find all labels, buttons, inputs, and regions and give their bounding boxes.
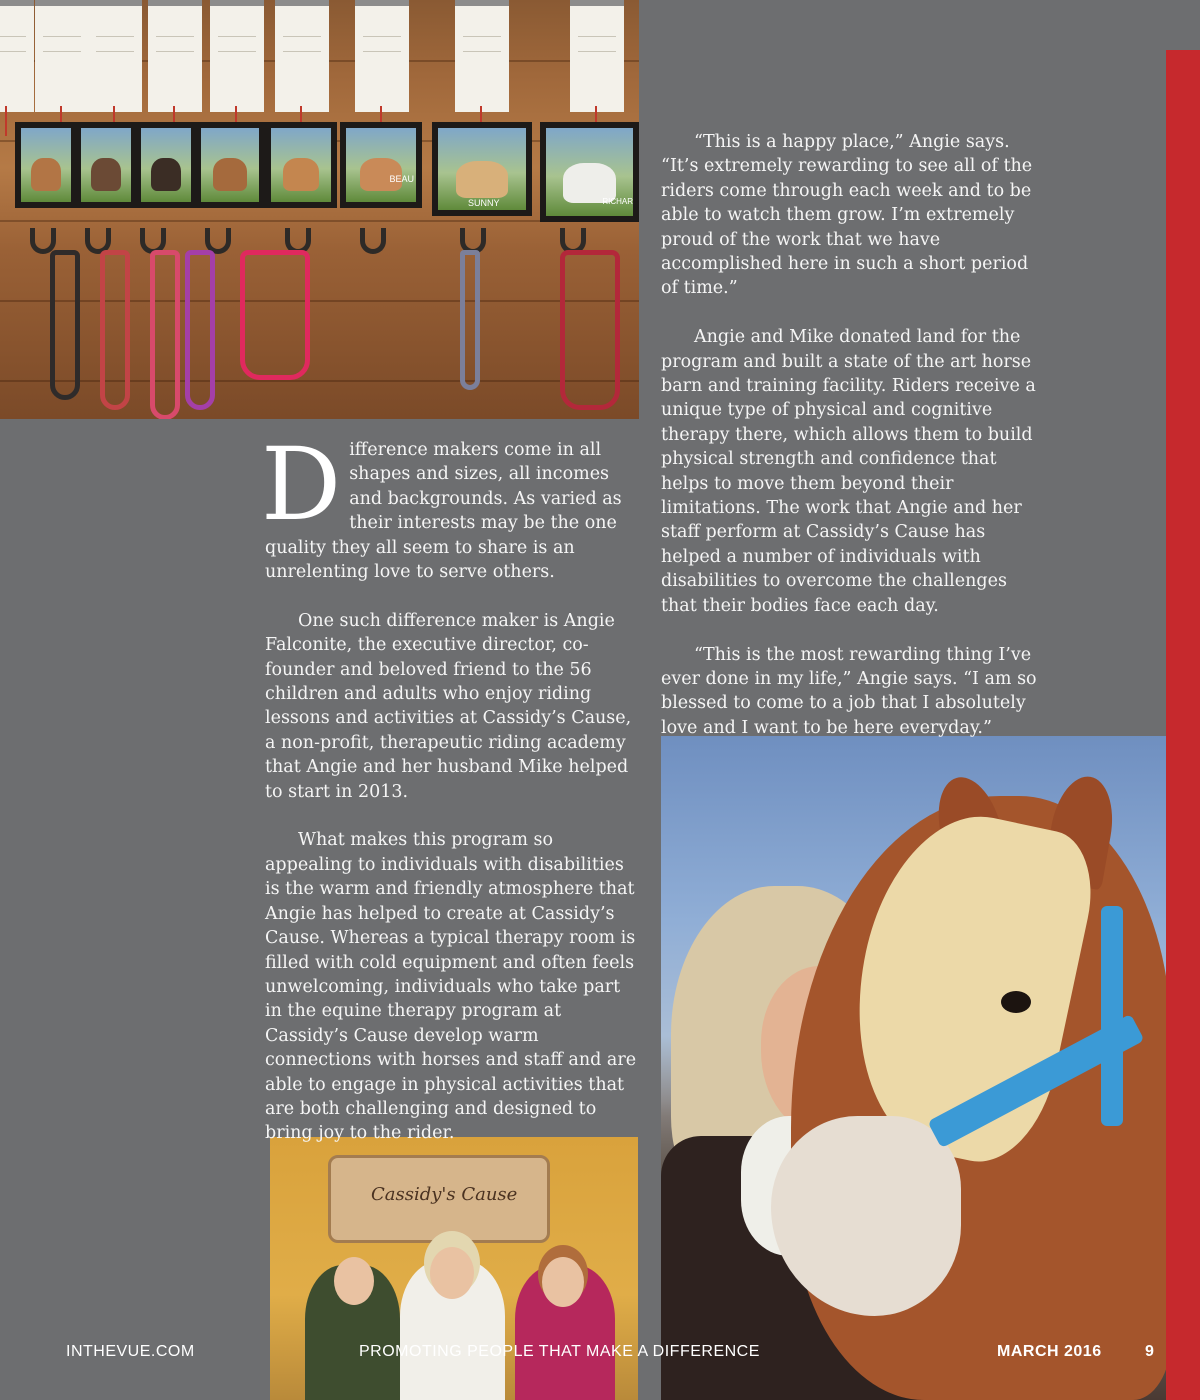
page-number: 9 <box>1145 1343 1155 1360</box>
article-paragraph <box>265 828 640 1145</box>
clipboard <box>88 0 142 112</box>
lead-rope <box>240 250 310 380</box>
article-paragraph <box>265 609 640 804</box>
horse-picture-frame <box>75 122 137 208</box>
clipboard <box>455 0 509 112</box>
paragraph-text: “This is a happy place,” Angie says. “It’s extremely rewarding to see all of the riders come through each week and to be able to watch them grow. I’m extremely proud of the work that we have accomplished here in such a short period of time.” <box>661 132 1033 299</box>
paragraph-text: Angie and Mike donated land for the program and built a state of the art horse barn and training facility. Riders receive a unique type of physical and cognitive therapy there, which allows them to build physical strength and confidence that helps to move them beyond their limitations. The work that Angie and her staff perform at Cassidy’s Cause has helped a number of individuals with disabilities to overcome the challenges that their bodies face each day. <box>661 327 1036 616</box>
horse-picture-frame <box>135 122 197 208</box>
paragraph-text: What makes this program so appealing to individuals with disabilities is the warm and friendly atmosphere that Angie has helped to create at Cassidy’s Cause. Whereas a typical therapy room is filled with cold equipment and often feels unwelcoming, individuals who take part in the equine therapy program at Cassidy’s Cause develop warm connections with horses and staff and are able to engage in physical activities that are both challenging and designed to bring joy to the rider. <box>265 830 637 1144</box>
horse-picture-frame <box>195 122 265 208</box>
paragraph-text: One such difference maker is Angie Falconite, the executive director, co-founder and beloved friend to the 56 children and adults who enjoy riding lessons and activities at Cassidy’s Cause, a non-profit, therapeutic riding academy that Angie and her husband Mike helped to start in 2013. <box>265 610 632 802</box>
clipboard <box>570 0 624 112</box>
article-paragraph <box>661 130 1041 301</box>
footer-tagline: PROMOTING PEOPLE THAT MAKE A DIFFERENCE <box>359 1343 760 1360</box>
lead-rope <box>560 250 620 410</box>
angie-with-horse-photo <box>661 736 1166 1400</box>
frame-label-sunny: SUNNY <box>468 198 500 208</box>
article-left-column <box>261 426 640 1170</box>
horse-picture-frame <box>340 122 422 208</box>
clipboard <box>275 0 329 112</box>
article-right-column <box>661 130 1041 765</box>
paragraph-text: “This is the most rewarding thing I’ve ever done in my life,” Angie says. “I am so blessed to come to a job that I absolutely love and I want to be here everyday.” <box>661 644 1037 738</box>
drop-cap: D <box>261 426 342 543</box>
clipboard <box>355 0 409 112</box>
lead-rope <box>460 250 480 390</box>
clipboard <box>0 0 34 112</box>
clipboard <box>210 0 264 112</box>
footer-issue-date: MARCH 2016 <box>997 1343 1102 1360</box>
article-paragraph <box>661 325 1041 618</box>
clipboard <box>35 0 89 112</box>
red-accent-strip <box>1166 50 1200 1400</box>
horse-picture-frame <box>432 122 532 216</box>
lead-rope <box>100 250 130 410</box>
footer-site-link[interactable]: INTHEVUE.COM <box>66 1343 195 1360</box>
clipboard <box>148 0 202 112</box>
horse-picture-frame <box>540 122 639 222</box>
sign-text: Cassidy's Cause <box>371 1184 518 1205</box>
lead-rope <box>50 250 80 400</box>
tack-wall-photo <box>0 0 639 419</box>
article-paragraph <box>661 643 1041 741</box>
frame-label-beau: BEAU <box>389 174 414 184</box>
lead-rope <box>185 250 215 410</box>
horse-picture-frame <box>265 122 337 208</box>
frame-label-richar: RICHAR <box>602 197 633 206</box>
lead-rope <box>150 250 180 419</box>
paragraph-text: ifference makers come in all shapes and sizes, all incomes and backgrounds. As varied as their interests may be the one quality they all seem to share is an unrelenting love to serve others. <box>265 440 622 583</box>
horse-picture-frame <box>15 122 77 208</box>
intro-paragraph <box>261 426 640 584</box>
